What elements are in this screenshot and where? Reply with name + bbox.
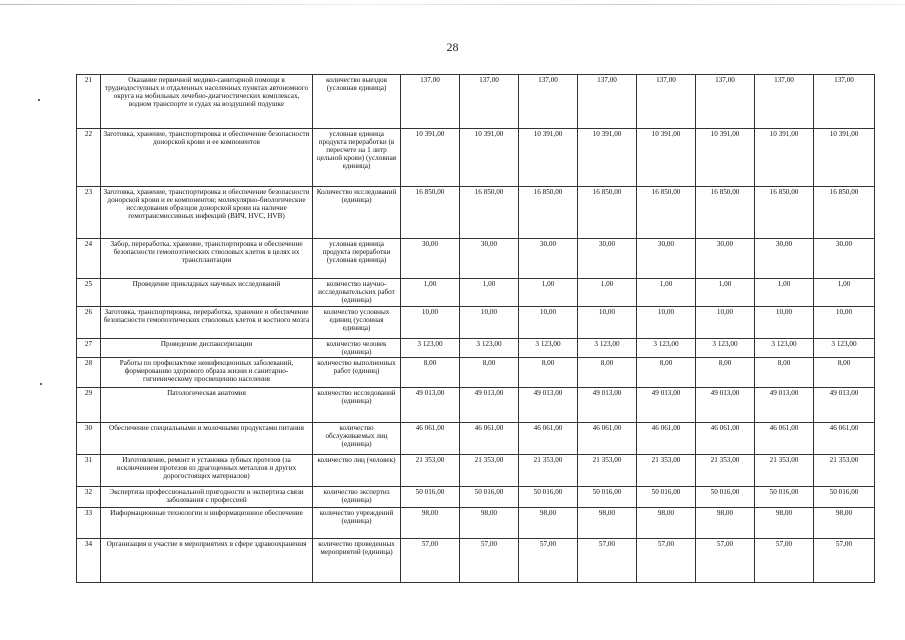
value-cell: 57,00 bbox=[401, 539, 460, 583]
value-cell: 98,00 bbox=[519, 508, 578, 539]
service-name: Проведение диспансеризации bbox=[101, 339, 313, 358]
value-cell: 46 061,00 bbox=[755, 423, 814, 455]
value-cell: 3 123,00 bbox=[401, 339, 460, 358]
unit-of-measure: количество учреждений (единица) bbox=[313, 508, 401, 539]
value-cell: 1,00 bbox=[696, 279, 755, 307]
value-cell: 21 353,00 bbox=[460, 455, 519, 487]
value-cell: 3 123,00 bbox=[814, 339, 875, 358]
value-cell: 10 391,00 bbox=[696, 129, 755, 187]
value-cell: 98,00 bbox=[460, 508, 519, 539]
value-cell: 8,00 bbox=[755, 358, 814, 388]
unit-of-measure: количество научно-исследовательских работ (единица) bbox=[313, 279, 401, 307]
row-number: 21 bbox=[77, 75, 101, 129]
service-name: Информационные технологии и информационное обеспечение bbox=[101, 508, 313, 539]
value-cell: 1,00 bbox=[755, 279, 814, 307]
service-name: Проведение прикладных научных исследований bbox=[101, 279, 313, 307]
value-cell: 10 391,00 bbox=[814, 129, 875, 187]
value-cell: 10,00 bbox=[401, 307, 460, 339]
value-cell: 21 353,00 bbox=[696, 455, 755, 487]
unit-of-measure: количество выездов (условная единица) bbox=[313, 75, 401, 129]
value-cell: 30,00 bbox=[755, 239, 814, 279]
unit-of-measure: количество лиц (человек) bbox=[313, 455, 401, 487]
unit-of-measure: Количество исследований (единица) bbox=[313, 187, 401, 239]
row-number: 31 bbox=[77, 455, 101, 487]
value-cell: 10 391,00 bbox=[519, 129, 578, 187]
value-cell: 57,00 bbox=[460, 539, 519, 583]
value-cell: 57,00 bbox=[578, 539, 637, 583]
value-cell: 10 391,00 bbox=[637, 129, 696, 187]
row-number: 22 bbox=[77, 129, 101, 187]
value-cell: 16 850,00 bbox=[755, 187, 814, 239]
value-cell: 10,00 bbox=[814, 307, 875, 339]
row-number: 24 bbox=[77, 239, 101, 279]
row-number: 27 bbox=[77, 339, 101, 358]
value-cell: 50 016,00 bbox=[519, 487, 578, 508]
unit-of-measure: условная единица продукта переработки (в пересчете на 1 литр цельной крови) (условная единица) bbox=[313, 129, 401, 187]
service-name: Забор, переработка, хранение, транспортировка и обеспечение безопасности гемопоэтических стволовых клеток в целях их трансплантации bbox=[101, 239, 313, 279]
value-cell: 137,00 bbox=[519, 75, 578, 129]
value-cell: 3 123,00 bbox=[696, 339, 755, 358]
scan-speck bbox=[40, 383, 42, 385]
table-row bbox=[77, 239, 875, 279]
value-cell: 49 013,00 bbox=[519, 388, 578, 423]
value-cell: 137,00 bbox=[637, 75, 696, 129]
unit-of-measure: условная единица продукта переработки (условная единица) bbox=[313, 239, 401, 279]
value-cell: 16 850,00 bbox=[696, 187, 755, 239]
scan-edge bbox=[0, 4, 905, 5]
value-cell: 10 391,00 bbox=[460, 129, 519, 187]
row-number: 26 bbox=[77, 307, 101, 339]
table-row bbox=[77, 388, 875, 423]
service-name: Заготовка, хранение, транспортировка и обеспечение безопасности донорской крови и ее компонентов; молекулярно-биологические исследования образцов донорской крови на наличие гемотрансмиссивных инфекций (ВИЧ, HVC, HVB) bbox=[101, 187, 313, 239]
value-cell: 1,00 bbox=[637, 279, 696, 307]
value-cell: 30,00 bbox=[578, 239, 637, 279]
value-cell: 137,00 bbox=[460, 75, 519, 129]
value-cell: 49 013,00 bbox=[460, 388, 519, 423]
value-cell: 50 016,00 bbox=[401, 487, 460, 508]
value-cell: 16 850,00 bbox=[519, 187, 578, 239]
row-number: 30 bbox=[77, 423, 101, 455]
service-name: Экспертиза профессиональной пригодности и экспертиза связи заболевания с профессией bbox=[101, 487, 313, 508]
value-cell: 16 850,00 bbox=[578, 187, 637, 239]
value-cell: 10 391,00 bbox=[755, 129, 814, 187]
value-cell: 49 013,00 bbox=[814, 388, 875, 423]
value-cell: 137,00 bbox=[696, 75, 755, 129]
unit-of-measure: количество выполненных работ (единиц) bbox=[313, 358, 401, 388]
value-cell: 137,00 bbox=[755, 75, 814, 129]
table-row bbox=[77, 187, 875, 239]
value-cell: 10,00 bbox=[637, 307, 696, 339]
value-cell: 3 123,00 bbox=[755, 339, 814, 358]
value-cell: 1,00 bbox=[519, 279, 578, 307]
value-cell: 1,00 bbox=[401, 279, 460, 307]
value-cell: 3 123,00 bbox=[460, 339, 519, 358]
unit-of-measure: количество исследований (единица) bbox=[313, 388, 401, 423]
service-name: Изготовление, ремонт и установка зубных протезов (за исключением протезов из драгоценных металлов и других дорогостоящих материалов) bbox=[101, 455, 313, 487]
value-cell: 1,00 bbox=[578, 279, 637, 307]
value-cell: 49 013,00 bbox=[401, 388, 460, 423]
value-cell: 137,00 bbox=[578, 75, 637, 129]
value-cell: 49 013,00 bbox=[696, 388, 755, 423]
value-cell: 50 016,00 bbox=[578, 487, 637, 508]
value-cell: 98,00 bbox=[401, 508, 460, 539]
value-cell: 137,00 bbox=[401, 75, 460, 129]
value-cell: 3 123,00 bbox=[578, 339, 637, 358]
row-number: 33 bbox=[77, 508, 101, 539]
row-number: 28 bbox=[77, 358, 101, 388]
table-row bbox=[77, 75, 875, 129]
value-cell: 21 353,00 bbox=[755, 455, 814, 487]
row-number: 29 bbox=[77, 388, 101, 423]
row-number: 34 bbox=[77, 539, 101, 583]
value-cell: 30,00 bbox=[401, 239, 460, 279]
row-number: 32 bbox=[77, 487, 101, 508]
value-cell: 21 353,00 bbox=[401, 455, 460, 487]
value-cell: 21 353,00 bbox=[578, 455, 637, 487]
value-cell: 1,00 bbox=[814, 279, 875, 307]
value-cell: 8,00 bbox=[696, 358, 755, 388]
service-name: Обеспечение специальными и молочными продуктами питания bbox=[101, 423, 313, 455]
unit-of-measure: количество условных единиц (условная единица) bbox=[313, 307, 401, 339]
value-cell: 46 061,00 bbox=[696, 423, 755, 455]
table-row bbox=[77, 339, 875, 358]
service-name: Заготовка, транспортировка, переработка, хранение и обеспечение безопасности гемопоэтических стволовых клеток и костного мозга bbox=[101, 307, 313, 339]
value-cell: 8,00 bbox=[401, 358, 460, 388]
value-cell: 30,00 bbox=[460, 239, 519, 279]
value-cell: 57,00 bbox=[519, 539, 578, 583]
value-cell: 3 123,00 bbox=[637, 339, 696, 358]
value-cell: 49 013,00 bbox=[637, 388, 696, 423]
value-cell: 50 016,00 bbox=[755, 487, 814, 508]
value-cell: 137,00 bbox=[814, 75, 875, 129]
value-cell: 46 061,00 bbox=[460, 423, 519, 455]
table-row bbox=[77, 358, 875, 388]
service-name: Оказание первичной медико-санитарной помощи в труднодоступных и отдаленных населенных пунктах автономного округа на мобильных лечебно-диагностических комплексах, водном транспорте и судах на воздушной подушке bbox=[101, 75, 313, 129]
value-cell: 46 061,00 bbox=[637, 423, 696, 455]
unit-of-measure: количество человек (единица) bbox=[313, 339, 401, 358]
value-cell: 50 016,00 bbox=[696, 487, 755, 508]
value-cell: 21 353,00 bbox=[519, 455, 578, 487]
value-cell: 30,00 bbox=[637, 239, 696, 279]
value-cell: 50 016,00 bbox=[814, 487, 875, 508]
value-cell: 98,00 bbox=[578, 508, 637, 539]
value-cell: 46 061,00 bbox=[519, 423, 578, 455]
value-cell: 49 013,00 bbox=[755, 388, 814, 423]
service-name: Работы по профилактике неинфекционных заболеваний, формированию здорового образа жизни и санитарно-гигиеническому просвещению населения bbox=[101, 358, 313, 388]
value-cell: 98,00 bbox=[814, 508, 875, 539]
value-cell: 3 123,00 bbox=[519, 339, 578, 358]
value-cell: 10,00 bbox=[755, 307, 814, 339]
value-cell: 10 391,00 bbox=[401, 129, 460, 187]
scan-speck bbox=[38, 99, 40, 101]
value-cell: 16 850,00 bbox=[637, 187, 696, 239]
value-cell: 8,00 bbox=[814, 358, 875, 388]
table-row bbox=[77, 423, 875, 455]
value-cell: 46 061,00 bbox=[578, 423, 637, 455]
value-cell: 98,00 bbox=[696, 508, 755, 539]
value-cell: 98,00 bbox=[637, 508, 696, 539]
value-cell: 8,00 bbox=[637, 358, 696, 388]
value-cell: 21 353,00 bbox=[814, 455, 875, 487]
value-cell: 8,00 bbox=[578, 358, 637, 388]
value-cell: 46 061,00 bbox=[814, 423, 875, 455]
service-name: Патологическая анатомия bbox=[101, 388, 313, 423]
value-cell: 30,00 bbox=[814, 239, 875, 279]
value-cell: 49 013,00 bbox=[578, 388, 637, 423]
value-cell: 8,00 bbox=[460, 358, 519, 388]
value-cell: 10,00 bbox=[696, 307, 755, 339]
unit-of-measure: количество экспертиз (единица) bbox=[313, 487, 401, 508]
unit-of-measure: количество обслуживаемых лиц (единица) bbox=[313, 423, 401, 455]
row-number: 23 bbox=[77, 187, 101, 239]
value-cell: 50 016,00 bbox=[460, 487, 519, 508]
value-cell: 10,00 bbox=[578, 307, 637, 339]
table-row bbox=[77, 307, 875, 339]
value-cell: 57,00 bbox=[696, 539, 755, 583]
value-cell: 46 061,00 bbox=[401, 423, 460, 455]
value-cell: 57,00 bbox=[637, 539, 696, 583]
table-row bbox=[77, 455, 875, 487]
value-cell: 10,00 bbox=[460, 307, 519, 339]
value-cell: 16 850,00 bbox=[814, 187, 875, 239]
value-cell: 50 016,00 bbox=[637, 487, 696, 508]
value-cell: 21 353,00 bbox=[637, 455, 696, 487]
table-row bbox=[77, 279, 875, 307]
value-cell: 1,00 bbox=[460, 279, 519, 307]
value-cell: 98,00 bbox=[755, 508, 814, 539]
table-row bbox=[77, 508, 875, 539]
value-cell: 16 850,00 bbox=[401, 187, 460, 239]
value-cell: 16 850,00 bbox=[460, 187, 519, 239]
services-table bbox=[76, 74, 875, 583]
value-cell: 57,00 bbox=[814, 539, 875, 583]
value-cell: 30,00 bbox=[519, 239, 578, 279]
value-cell: 30,00 bbox=[696, 239, 755, 279]
service-name: Организация и участие в мероприятиях в сфере здравоохранения bbox=[101, 539, 313, 583]
table-row bbox=[77, 487, 875, 508]
page-number: 28 bbox=[446, 40, 459, 54]
unit-of-measure: количество проведенных мероприятий (единица) bbox=[313, 539, 401, 583]
value-cell: 57,00 bbox=[755, 539, 814, 583]
row-number: 25 bbox=[77, 279, 101, 307]
value-cell: 8,00 bbox=[519, 358, 578, 388]
value-cell: 10,00 bbox=[519, 307, 578, 339]
table-row bbox=[77, 539, 875, 583]
value-cell: 10 391,00 bbox=[578, 129, 637, 187]
table-row bbox=[77, 129, 875, 187]
service-name: Заготовка, хранение, транспортировка и обеспечение безопасности донорской крови и ее компонентов bbox=[101, 129, 313, 187]
